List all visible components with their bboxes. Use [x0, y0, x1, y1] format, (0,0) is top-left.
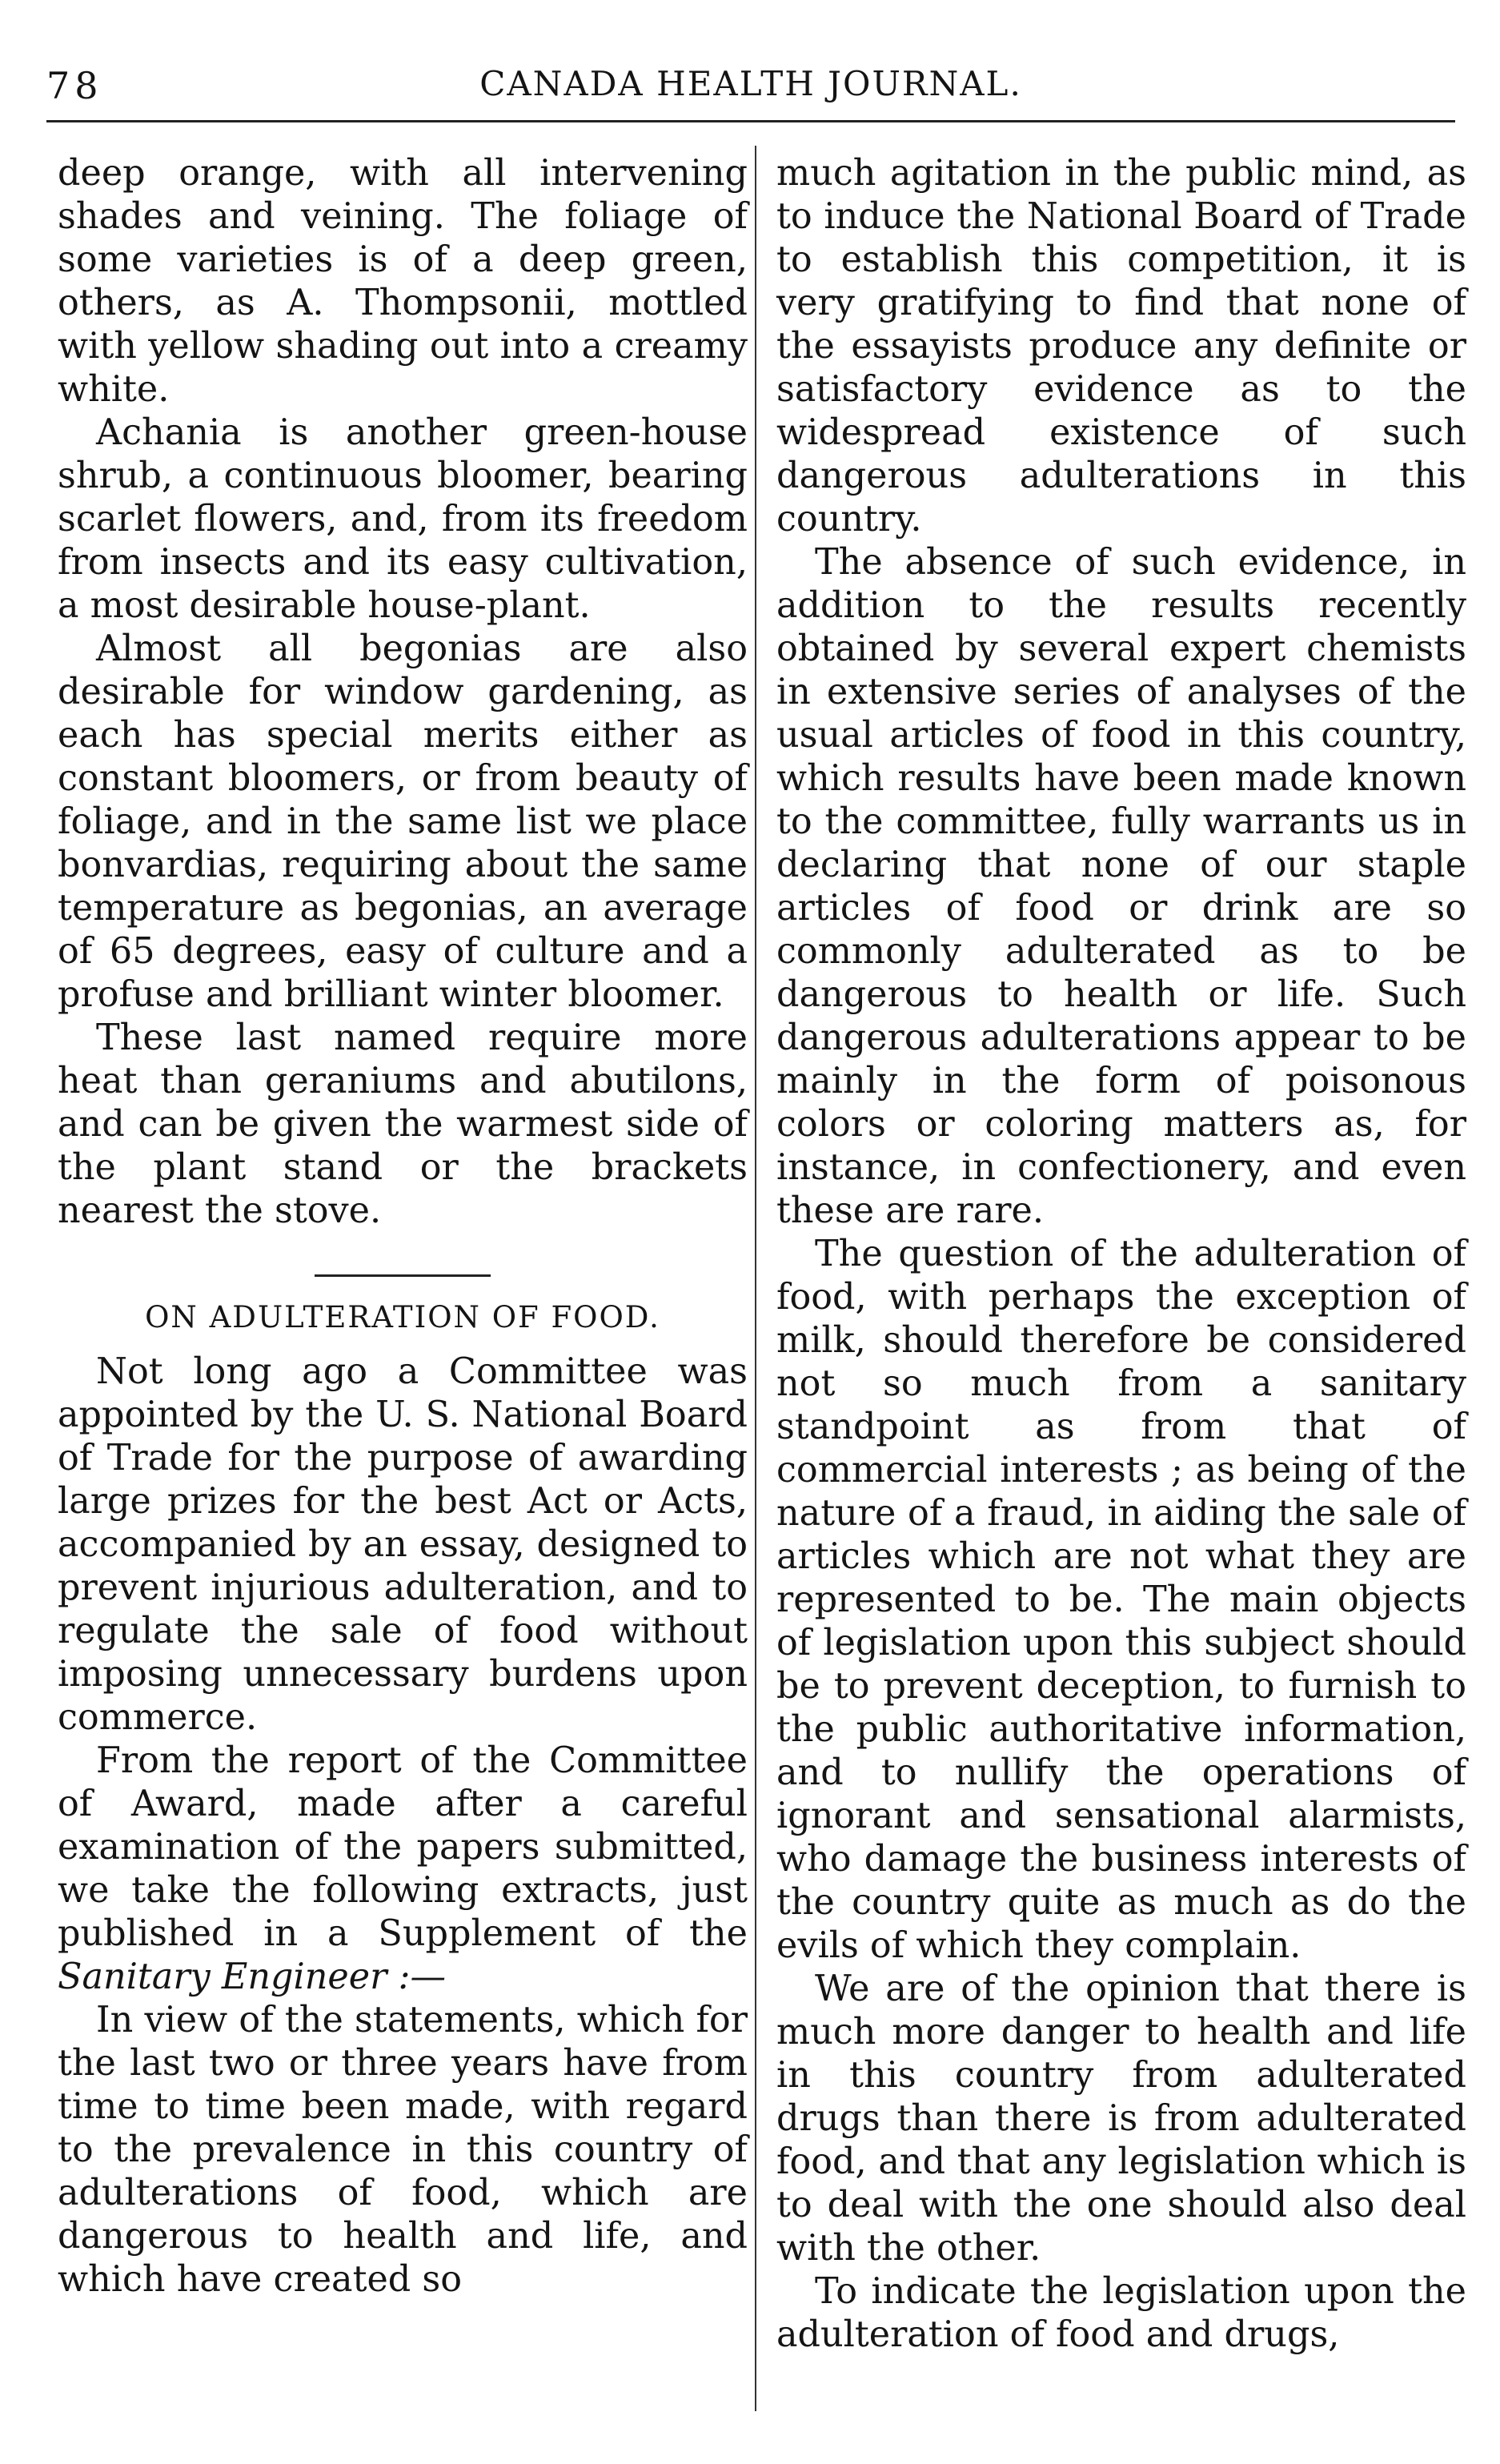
paragraph-report — [58, 1740, 748, 1999]
paragraph-heat: These last named require more heat than geraniums and abutilons, and can be given the warmest side of the plant stand or the brackets nearest the stove. — [58, 1017, 748, 1231]
paragraph-evidence: The absence of such evidence, in addition to the results recently obtained by several expert chemists in extensive series of analyses of the usual articles of food in this country, which results have been made known to the committee, fully warrants us in declaring that none of our staple articles of food or drink are so commonly adulterated as to be dangerous to health or life. Such dangerous adulterations appear to be mainly in the form of poisonous colors or coloring matters as, for instance, in confectionery, and even these are rare. — [776, 542, 1466, 1231]
paragraph-foliage: deep orange, with all intervening shades and veining. The foliage of some varieties is of a deep green, others, as A. Thompsonii, mottled with yellow shading out into a creamy white. — [58, 153, 748, 410]
publication-citation: Sanitary Engineer :— — [58, 1956, 446, 1997]
paragraph-statements: In view of the statements, which for the last two or three years have from time to time been made, with regard to the prevalence in this country of adulterations of food, which are dangerous to health and life, and which have created so — [58, 2000, 748, 2300]
section-heading: ON ADULTERATION OF FOOD. — [145, 1300, 660, 1334]
left-column — [58, 152, 748, 2301]
paragraph-legislation: To indicate the legislation upon the adulteration of food and drugs, — [776, 2271, 1466, 2355]
page-number: 78 — [46, 64, 103, 107]
paragraph-achania: Achania is another green-house shrub, a continuous bloomer, bearing scarlet flowers, and, from its freedom from insects and its easy cultivation, a most desirable house-plant. — [58, 412, 748, 626]
report-text: From the report of the Committee of Award, made after a careful examination of the papers submitted, we take the following extracts, just published in a Supplement of the — [58, 1740, 748, 1954]
paragraph-question: The question of the adulteration of food, with perhaps the exception of milk, should therefore be considered not so much from a sanitary standpoint as from that of commercial interests ; as being of the nature of a fraud, in aiding the sale of articles which are not what they are represented to be. The main objects of legislation upon this subject should be to prevent deception, to furnish to the public authoritative information, and to nullify the operations of ignorant and sensational alarmists, who damage the business interests of the country quite as much as do the evils of which they complain. — [776, 1234, 1466, 1966]
header-rule — [46, 120, 1455, 122]
paragraph-committee: Not long ago a Committee was appointed by the U. S. National Board of Trade for the purpose of awarding large prizes for the best Act or Acts, accompanied by an essay, designed to prevent injurious adulteration, and to regulate the sale of food without imposing unnecessary burdens upon commerce. — [58, 1351, 748, 1738]
journal-title: CANADA HEALTH JOURNAL. — [479, 64, 1022, 103]
column-divider — [755, 146, 756, 2411]
page-header — [46, 64, 1455, 112]
paragraph-agitation: much agitation in the public mind, as to induce the National Board of Trade to establish this competition, it is very gratifying to find that none of the essayists produce any definite or satisfactory evidence as to the widespread existence of such dangerous adulterations in this country. — [776, 153, 1466, 540]
paragraph-drugs: We are of the opinion that there is much more danger to health and life in this country from adulterated drugs than there is from adulterated food, and that any legislation which is to deal with the one should also deal with the other. — [776, 1968, 1466, 2269]
section-divider — [315, 1274, 491, 1277]
paragraph-begonias: Almost all begonias are also desirable for window gardening, as each has special merits either as constant bloomers, or from beauty of foliage, and in the same list we place bonvardias, requiring about the same temperature as begonias, an average of 65 degrees, easy of culture and a profuse and brilliant winter bloomer. — [58, 628, 748, 1015]
right-column — [776, 152, 1466, 2357]
